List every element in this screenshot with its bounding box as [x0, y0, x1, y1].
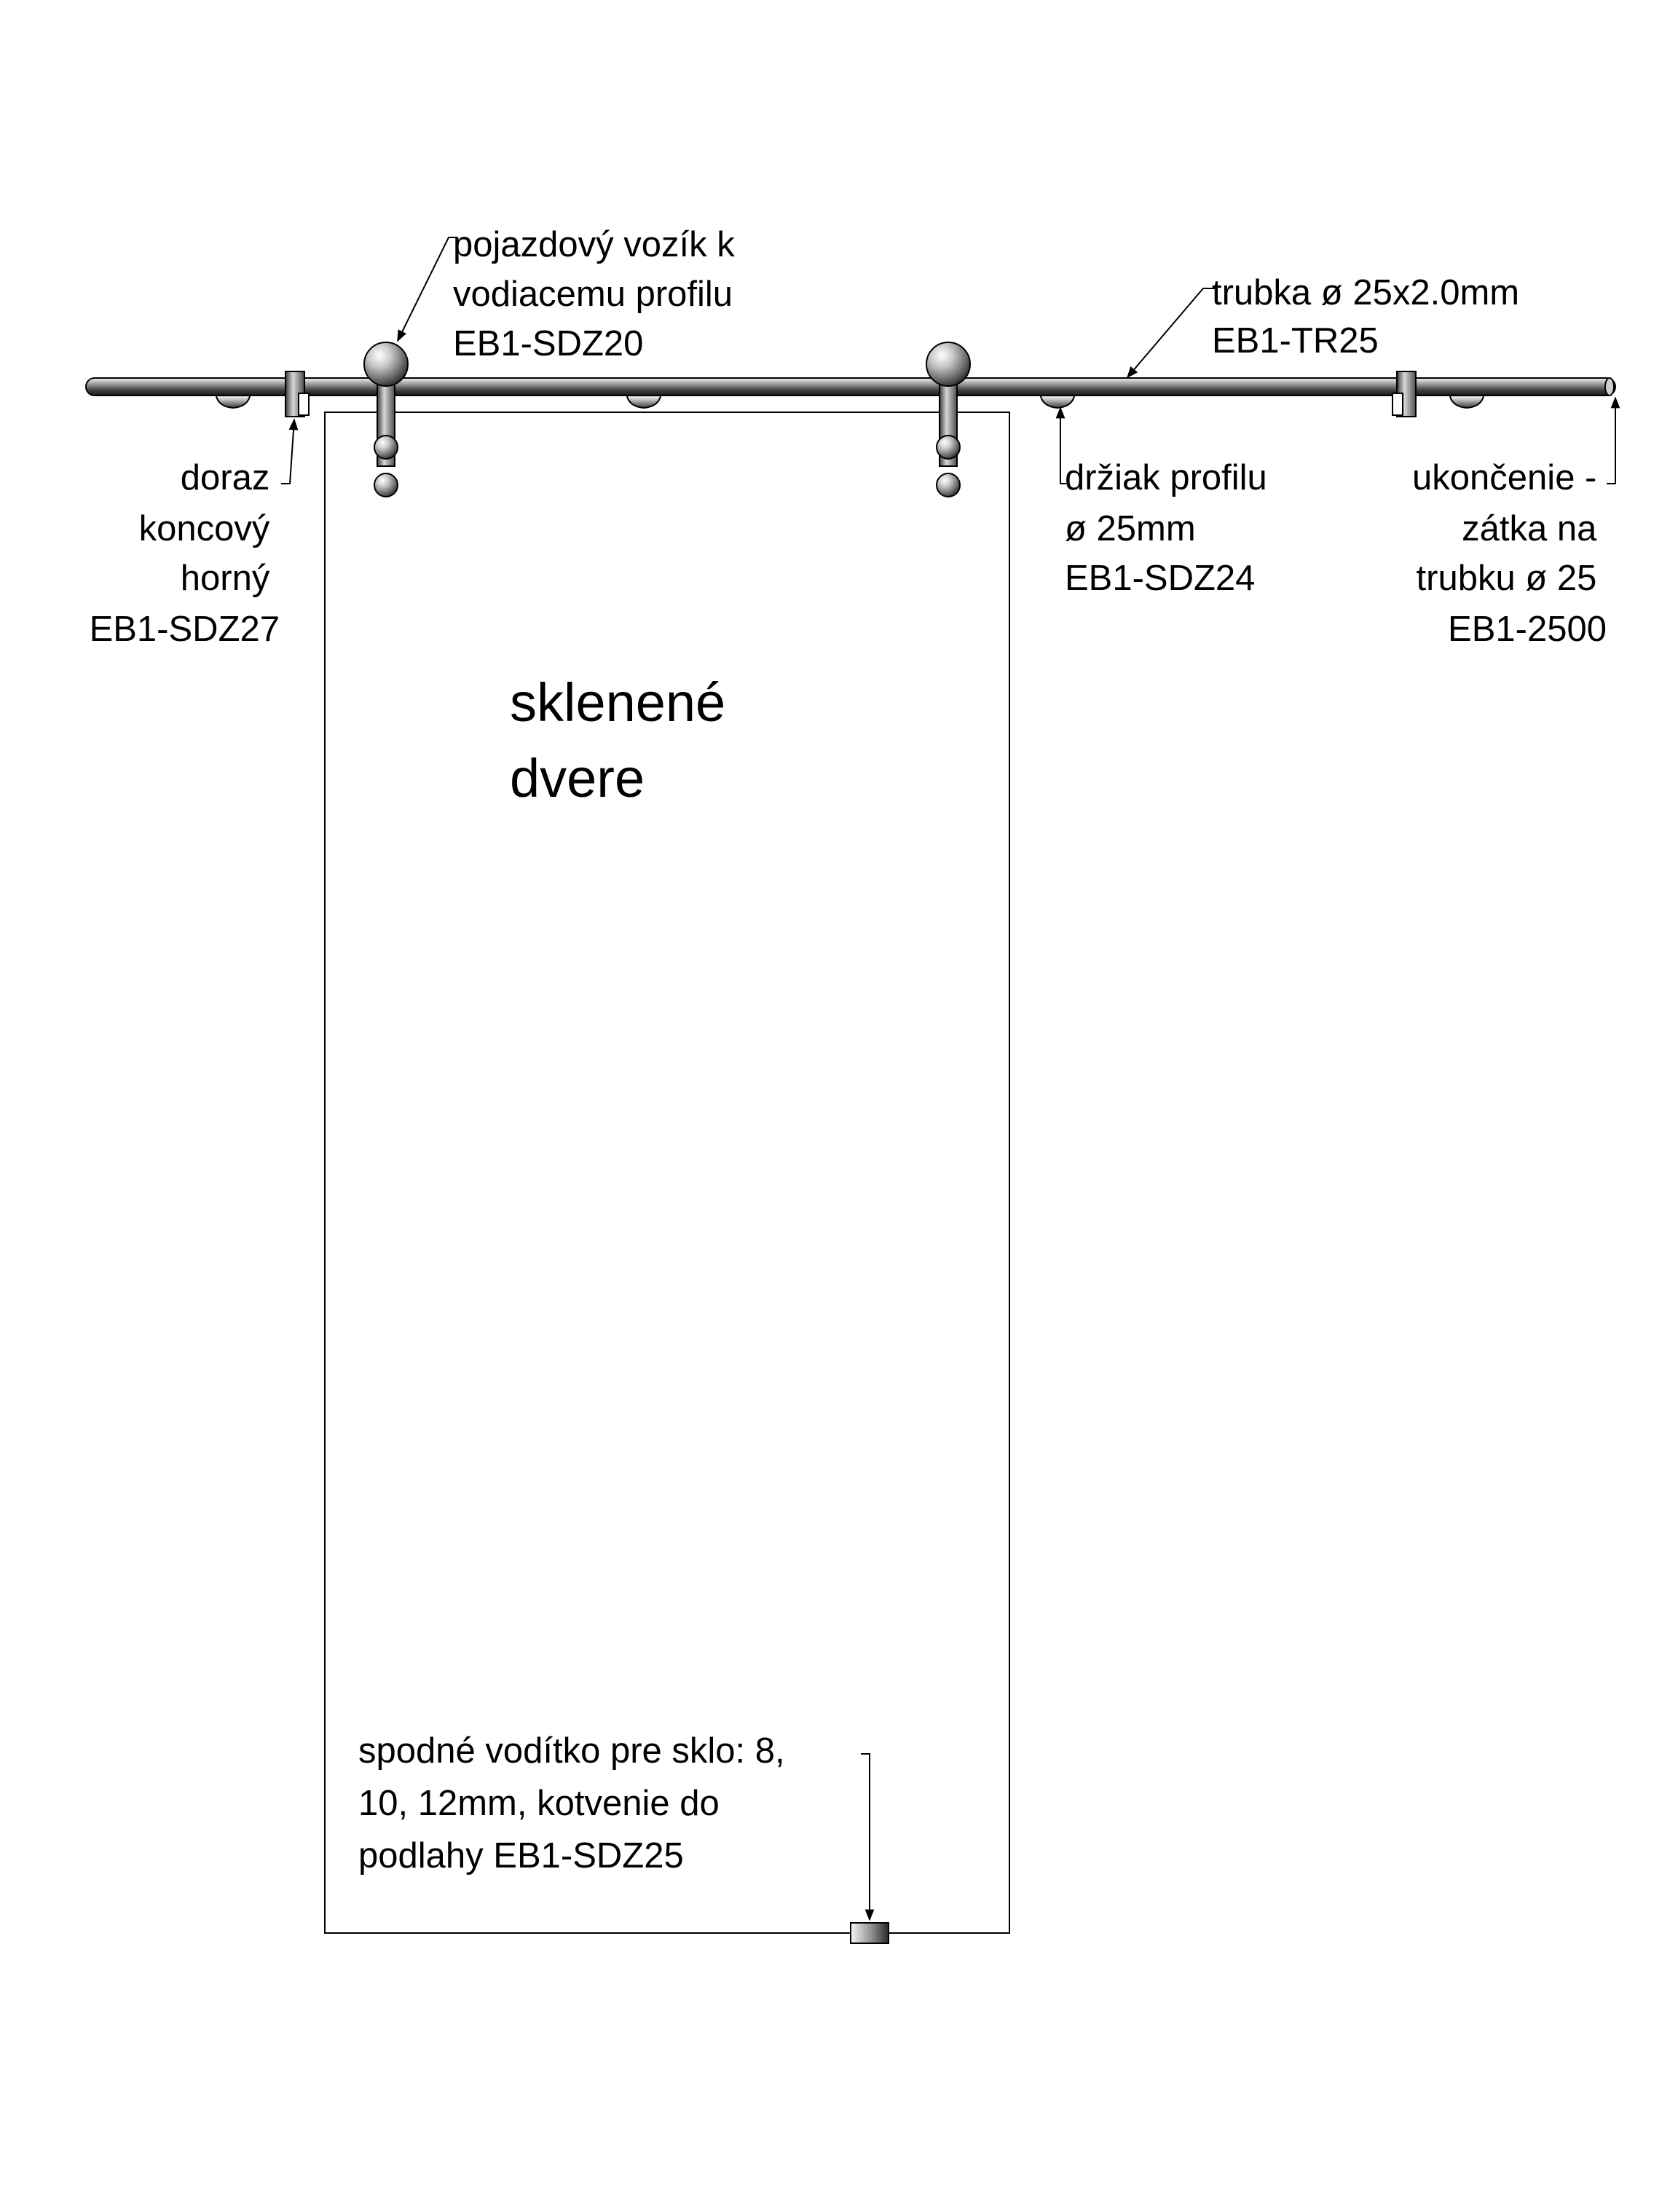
label-profile-holder: držiak profilu ø 25mm EB1-SDZ24: [1065, 458, 1267, 598]
label-end-stop: doraz koncový horný EB1-SDZ27: [89, 458, 280, 649]
leader-carriage: [398, 237, 457, 341]
label-glass-door: sklenené dvere: [510, 672, 726, 808]
tube-end-cap: [1605, 378, 1614, 395]
leader-tube: [1127, 288, 1215, 377]
label-carriage: pojazdový vozík k vodiacemu profilu EB1-SDZ20: [453, 225, 735, 363]
leader-end-cap: [1607, 398, 1615, 484]
glass-door-panel: [325, 412, 1009, 1933]
leader-end-stop: [281, 420, 294, 484]
guide-tube: [86, 378, 1615, 395]
bottom-floor-guide: [851, 1923, 889, 1943]
label-bottom-guide: spodné vodítko pre sklo: 8, 10, 12mm, kotvenie do podlahy EB1-SDZ25: [358, 1731, 785, 1876]
label-tube: trubka ø 25x2.0mm EB1-TR25: [1212, 273, 1520, 361]
label-end-cap: ukončenie - zátka na trubku ø 25 EB1-2500: [1412, 458, 1607, 649]
